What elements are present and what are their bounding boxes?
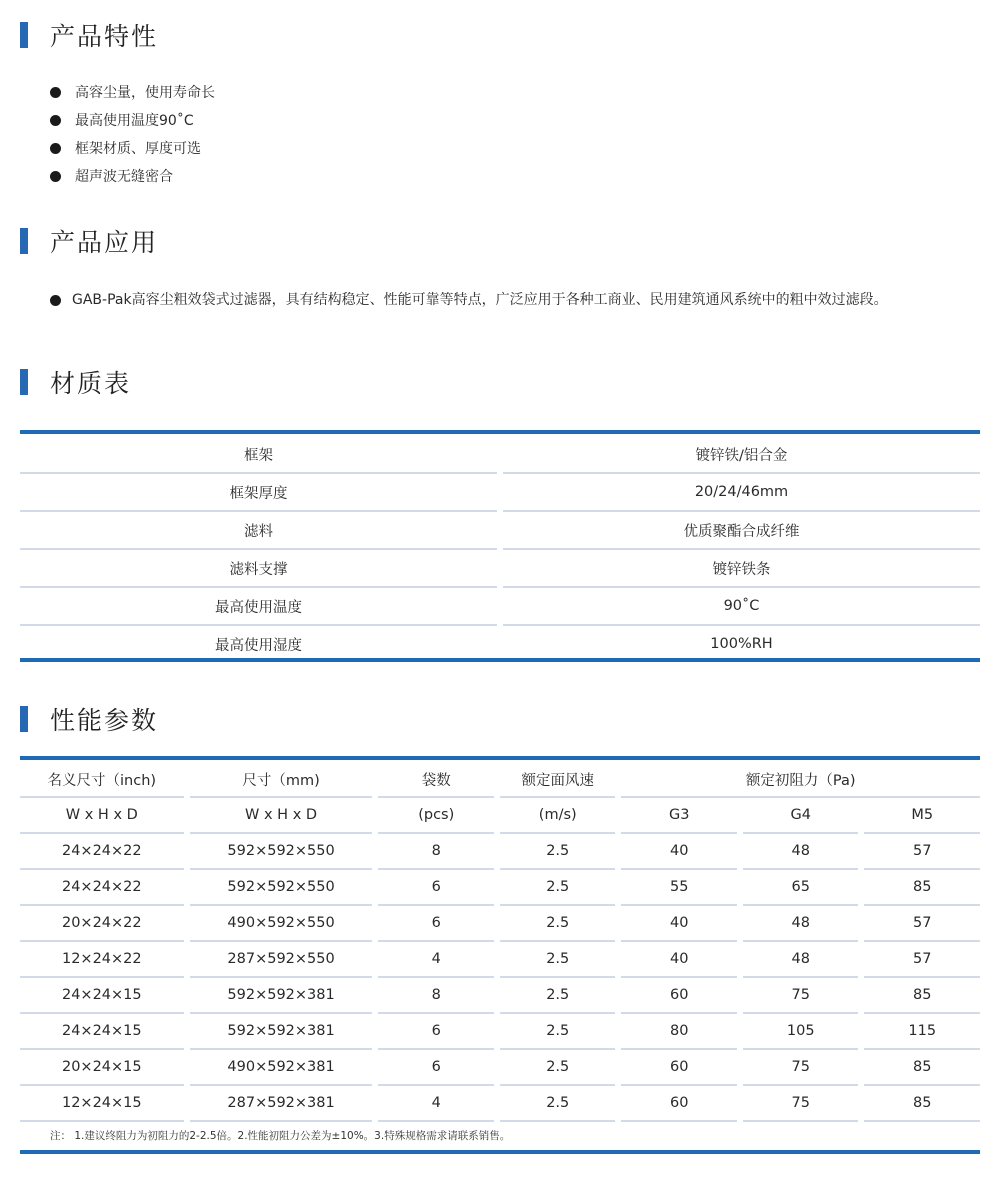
table-cell: 6 — [378, 1050, 494, 1086]
performance-heading — [20, 704, 158, 734]
heading-text: 材质表 — [50, 369, 132, 398]
table-cell: 48 — [743, 834, 859, 870]
performance-table — [14, 762, 986, 1122]
table-cell: 6 — [378, 1014, 494, 1050]
table-cell: 48 — [743, 942, 859, 978]
table-cell: 12×24×22 — [20, 942, 184, 978]
table-cell: 2.5 — [500, 1086, 616, 1122]
table-cell: 6 — [378, 870, 494, 906]
table-cell: 85 — [864, 1086, 980, 1122]
application-paragraph — [50, 288, 985, 312]
heading-text: 性能参数 — [50, 706, 159, 735]
material-label: 滤料 — [20, 512, 497, 550]
table-cell: 2.5 — [500, 870, 616, 906]
table-cell: 85 — [864, 1050, 980, 1086]
table-cell: 4 — [378, 1086, 494, 1122]
table-cell: 60 — [621, 1050, 737, 1086]
table-cell: 592×592×550 — [190, 870, 373, 906]
header-row — [20, 762, 980, 798]
feature-text: 最高使用温度90˚C — [75, 113, 194, 129]
table-top-rule — [20, 756, 980, 760]
material-value: 镀锌铁/铝合金 — [503, 436, 980, 474]
table-row — [20, 436, 980, 474]
header-row — [20, 798, 980, 834]
bullet-icon — [50, 295, 61, 306]
table-cell: 287×592×381 — [190, 1086, 373, 1122]
column-subheader: W x H x D — [190, 798, 373, 834]
application-text: GAB-Pak高容尘粗效袋式过滤器，具有结构稳定、性能可靠等特点，广泛应用于各种工商业、民用建筑通风系统中的粗中效过滤段。 — [72, 292, 888, 308]
column-subheader: W x H x D — [20, 798, 184, 834]
table-cell: 24×24×22 — [20, 834, 184, 870]
heading-bar — [20, 369, 28, 395]
table-row — [20, 834, 980, 870]
material-label: 框架厚度 — [20, 474, 497, 512]
table-row — [20, 588, 980, 626]
table-row — [20, 626, 980, 662]
column-header: 额定面风速 — [500, 762, 616, 798]
feature-item — [50, 138, 201, 158]
table-cell: 57 — [864, 906, 980, 942]
table-cell: 80 — [621, 1014, 737, 1050]
table-cell: 2.5 — [500, 978, 616, 1014]
table-row — [20, 512, 980, 550]
table-cell: 2.5 — [500, 1050, 616, 1086]
feature-text: 框架材质、厚度可选 — [75, 141, 201, 157]
table-cell: 592×592×381 — [190, 978, 373, 1014]
table-cell: 65 — [743, 870, 859, 906]
table-cell: 75 — [743, 1086, 859, 1122]
table-cell: 592×592×550 — [190, 834, 373, 870]
table-cell: 2.5 — [500, 1014, 616, 1050]
feature-text: 高容尘量，使用寿命长 — [75, 85, 215, 101]
heading-text: 产品应用 — [50, 228, 159, 257]
materials-table — [14, 436, 986, 662]
table-cell: 57 — [864, 834, 980, 870]
table-cell: 115 — [864, 1014, 980, 1050]
material-value: 90˚C — [503, 588, 980, 626]
table-cell: 75 — [743, 978, 859, 1014]
material-label: 滤料支撑 — [20, 550, 497, 588]
application-heading — [20, 226, 158, 256]
table-cell: 60 — [621, 978, 737, 1014]
column-header: 名义尺寸（inch) — [20, 762, 184, 798]
table-cell: 2.5 — [500, 942, 616, 978]
column-subheader: G4 — [743, 798, 859, 834]
material-value: 100%RH — [710, 636, 773, 652]
material-label: 框架 — [20, 436, 497, 474]
feature-item — [50, 166, 173, 186]
table-cell: 60 — [621, 1086, 737, 1122]
column-header: 额定初阻力（Pa) — [621, 762, 980, 798]
table-bottom-rule — [20, 658, 980, 662]
column-subheader: G3 — [621, 798, 737, 834]
table-cell: 8 — [378, 834, 494, 870]
table-row — [20, 1014, 980, 1050]
table-bottom-rule — [20, 1150, 980, 1154]
table-cell: 12×24×15 — [20, 1086, 184, 1122]
table-cell: 20×24×22 — [20, 906, 184, 942]
table-row — [20, 474, 980, 512]
material-label: 最高使用温度 — [20, 588, 497, 626]
table-note: 注： 1.建议终阻力为初阻力的2-2.5倍。2.性能初阻力公差为±10%。3.特殊规格需求请联系销售。 — [50, 1130, 511, 1142]
feature-item — [50, 82, 215, 102]
table-cell: 85 — [864, 978, 980, 1014]
heading-text: 产品特性 — [50, 22, 159, 51]
column-header: 袋数 — [378, 762, 494, 798]
table-cell: 2.5 — [500, 834, 616, 870]
table-top-rule — [20, 430, 980, 434]
table-cell: 48 — [743, 906, 859, 942]
feature-item — [50, 110, 194, 130]
table-row — [20, 1050, 980, 1086]
materials-heading — [20, 367, 131, 397]
table-cell: 20×24×15 — [20, 1050, 184, 1086]
table-row — [20, 978, 980, 1014]
table-row — [20, 550, 980, 588]
feature-text: 超声波无缝密合 — [75, 169, 173, 185]
table-cell: 6 — [378, 906, 494, 942]
table-cell: 4 — [378, 942, 494, 978]
heading-bar — [20, 706, 28, 732]
table-cell: 490×592×550 — [190, 906, 373, 942]
table-cell: 24×24×15 — [20, 978, 184, 1014]
table-cell: 55 — [621, 870, 737, 906]
heading-bar — [20, 22, 28, 48]
table-cell: 8 — [378, 978, 494, 1014]
column-subheader: M5 — [864, 798, 980, 834]
bullet-icon — [50, 115, 61, 126]
material-label: 最高使用湿度 — [215, 637, 302, 654]
table-cell: 85 — [864, 870, 980, 906]
bullet-icon — [50, 171, 61, 182]
table-cell: 2.5 — [500, 906, 616, 942]
features-heading — [20, 20, 158, 50]
material-value: 20/24/46mm — [503, 474, 980, 512]
table-cell: 24×24×15 — [20, 1014, 184, 1050]
table-cell: 57 — [864, 942, 980, 978]
material-value: 优质聚酯合成纤维 — [503, 512, 980, 550]
bullet-icon — [50, 143, 61, 154]
table-row — [20, 906, 980, 942]
table-cell: 592×592×381 — [190, 1014, 373, 1050]
table-cell: 40 — [621, 906, 737, 942]
column-subheader: (m/s) — [500, 798, 616, 834]
table-cell: 40 — [621, 834, 737, 870]
table-cell: 105 — [743, 1014, 859, 1050]
table-cell: 24×24×22 — [20, 870, 184, 906]
table-cell: 490×592×381 — [190, 1050, 373, 1086]
table-row — [20, 1086, 980, 1122]
column-subheader: (pcs) — [378, 798, 494, 834]
heading-bar — [20, 228, 28, 254]
column-header: 尺寸（mm) — [190, 762, 373, 798]
table-cell: 75 — [743, 1050, 859, 1086]
bullet-icon — [50, 87, 61, 98]
table-row — [20, 942, 980, 978]
table-cell: 40 — [621, 942, 737, 978]
table-cell: 287×592×550 — [190, 942, 373, 978]
table-row — [20, 870, 980, 906]
material-value: 镀锌铁条 — [503, 550, 980, 588]
